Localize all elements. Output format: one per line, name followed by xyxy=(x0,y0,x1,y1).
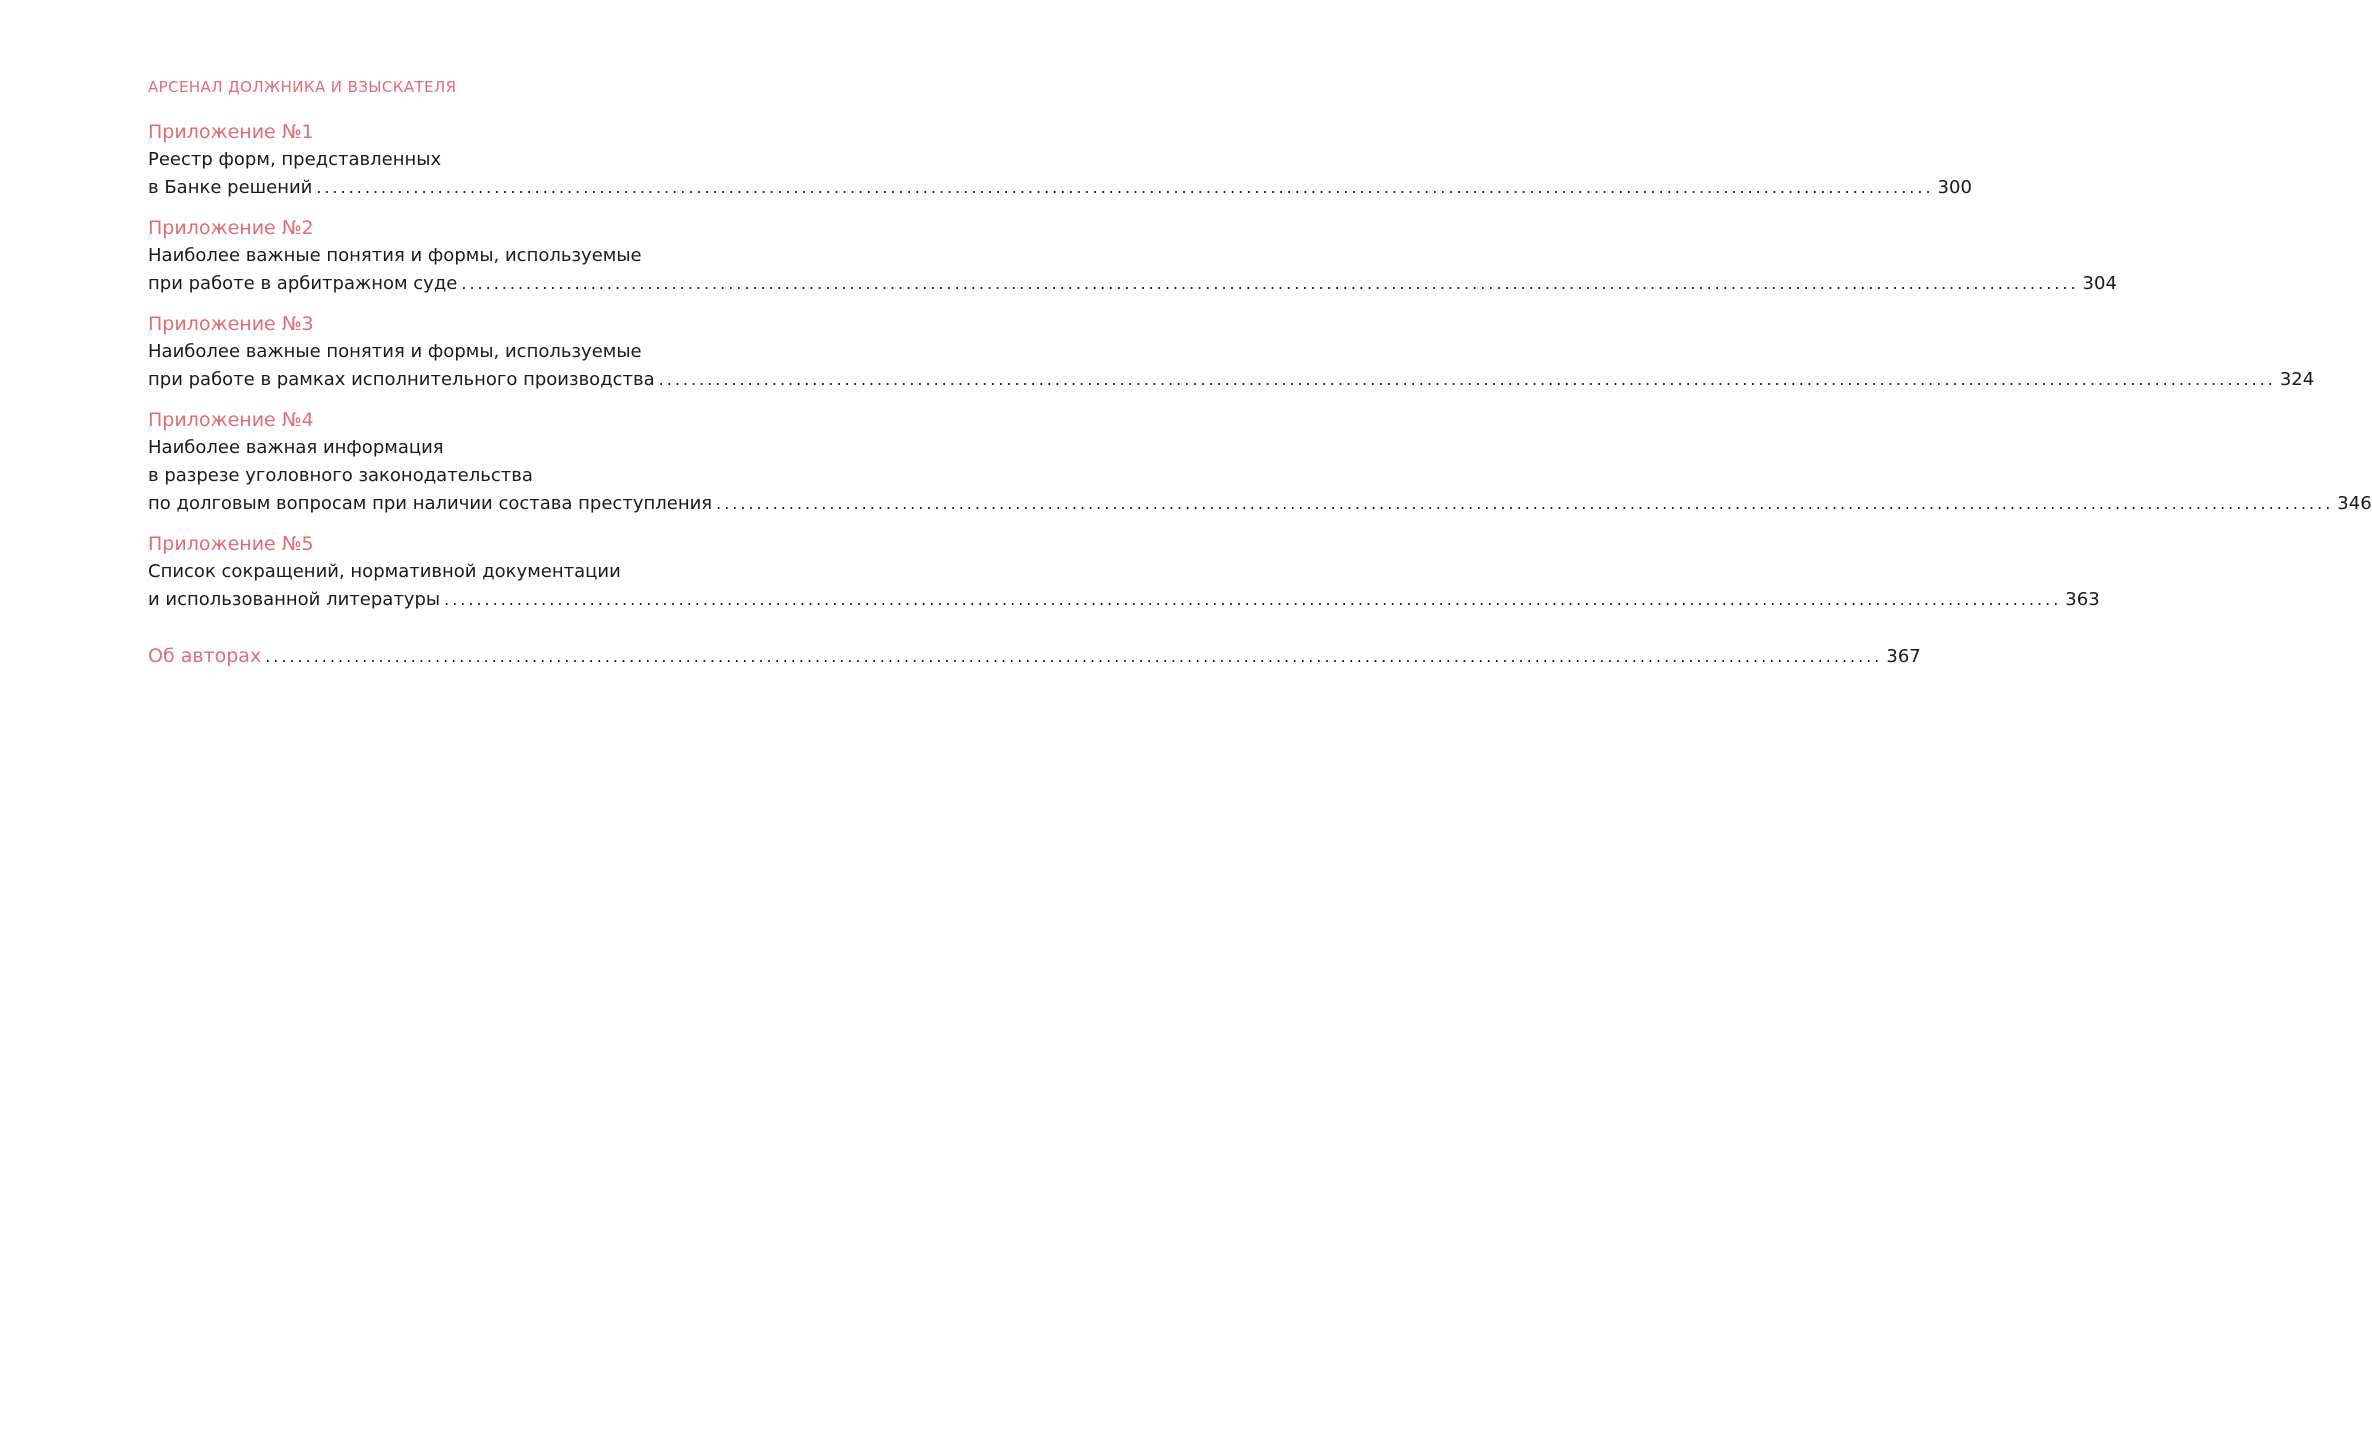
toc-entry-line: Список сокращений, нормативной документации xyxy=(148,561,621,582)
running-head: АРСЕНАЛ ДОЛЖНИКА И ВЗЫСКАТЕЛЯ xyxy=(148,78,457,96)
toc-entry-leader-line xyxy=(148,270,2117,298)
toc-entry-last-line: по долговым вопросам при наличии состава преступления xyxy=(148,493,713,514)
toc-entry-leader-line xyxy=(148,642,1921,671)
toc-entry-line: Наиболее важная информация xyxy=(148,437,444,458)
toc-entry-leader-line xyxy=(148,490,2372,518)
toc-entry-leader-line xyxy=(148,174,1972,202)
toc-entry-appendix-2 xyxy=(148,214,2117,298)
dot-leader: ........................................................................................................................................................................................................ xyxy=(461,274,2079,293)
toc-entry-leader-line xyxy=(148,586,2100,614)
toc-entry-title: Приложение №2 xyxy=(148,217,314,239)
toc-authors-label: Об авторах xyxy=(148,645,262,667)
toc-entry-line: Наиболее важные понятия и формы, используемые xyxy=(148,341,642,362)
toc-entry-title: Приложение №5 xyxy=(148,533,314,555)
toc-entry-line: Реестр форм, представленных xyxy=(148,149,442,170)
toc-entry-title: Приложение №3 xyxy=(148,313,314,335)
toc-entry-appendix-1 xyxy=(148,118,1972,202)
dot-leader: ........................................................................................................................................................................................................ xyxy=(716,494,2334,513)
dot-leader: ........................................................................................................................................................................................................ xyxy=(658,370,2276,389)
dot-leader: ........................................................................................................................................................................................................ xyxy=(316,178,1934,197)
toc-entry-last-line: и использованной литературы xyxy=(148,589,441,610)
toc-entry-appendix-4 xyxy=(148,406,2372,518)
toc-entry-last-line: при работе в рамках исполнительного производства xyxy=(148,369,655,390)
toc-entry-line: в разрезе уголовного законодательства xyxy=(148,465,533,486)
toc-page-number: 363 xyxy=(2065,589,2100,610)
dot-leader: ........................................................................................................................................................................................................ xyxy=(265,647,1883,666)
toc-entry-last-line: в Банке решений xyxy=(148,177,313,198)
toc-entry-appendix-3 xyxy=(148,310,2315,394)
table-of-contents xyxy=(148,118,2372,683)
toc-page-number: 346 xyxy=(2337,493,2372,514)
toc-page-number: 300 xyxy=(1937,177,1972,198)
toc-entry-title: Приложение №4 xyxy=(148,409,314,431)
toc-entry-line: Наиболее важные понятия и формы, используемые xyxy=(148,245,642,266)
toc-entry-appendix-5 xyxy=(148,530,2100,614)
toc-page-number: 304 xyxy=(2082,273,2117,294)
toc-entry-title: Приложение №1 xyxy=(148,121,314,143)
toc-page-number: 324 xyxy=(2279,369,2315,390)
toc-entry-leader-line xyxy=(148,366,2315,394)
toc-entry-last-line: при работе в арбитражном суде xyxy=(148,273,458,294)
toc-entry-authors xyxy=(148,642,1921,671)
dot-leader: ........................................................................................................................................................................................................ xyxy=(444,590,2062,609)
toc-page-number: 367 xyxy=(1886,646,1921,667)
